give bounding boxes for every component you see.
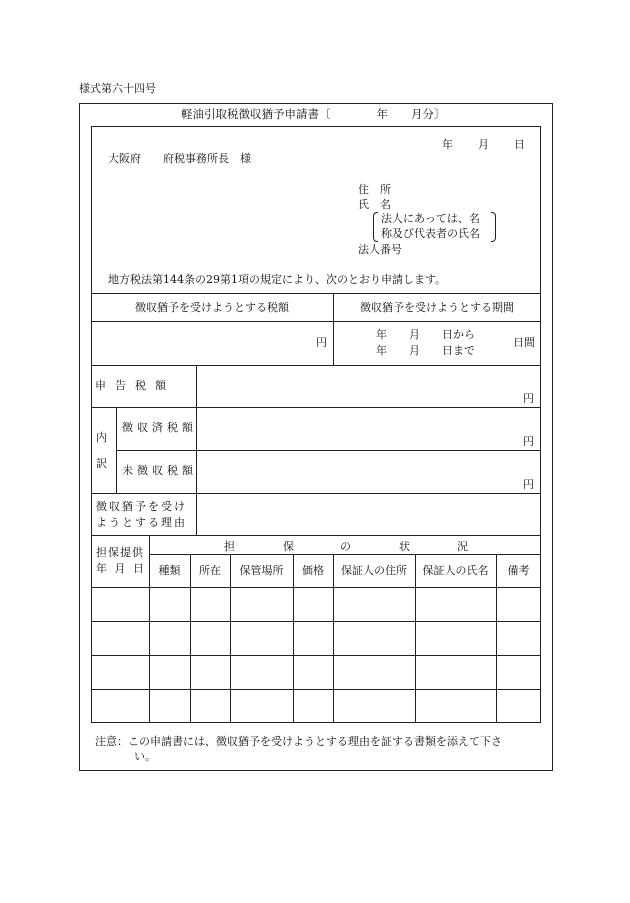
note-line2: い。: [134, 750, 156, 763]
column-type: 種類: [158, 564, 181, 577]
corp-note-line1: 法人にあっては、名: [381, 212, 480, 225]
breakdown-label-1: 内: [96, 431, 107, 444]
declared-tax-yen: 円: [523, 392, 534, 405]
period-to: 年 月 日まで: [376, 344, 475, 357]
collateral-status-char-3: の: [340, 540, 351, 553]
right-bracket: [491, 212, 496, 242]
header-deferral-period: 徴収猶予を受けようとする期間: [360, 301, 514, 314]
column-guarantor-address: 保証人の住所: [341, 564, 407, 577]
corp-number-label: 法人番号: [358, 243, 402, 256]
collateral-status-char-1: 担: [224, 540, 235, 553]
collateral-status-char-4: 状: [399, 540, 410, 553]
collateral-date-label-line1: 担保提供: [96, 546, 144, 559]
collateral-date-label-line2: 年 月 日: [96, 562, 146, 575]
period-days-unit: 日間: [513, 336, 535, 349]
corp-note-line2: 称及び代表者の氏名: [381, 227, 480, 240]
address-label: 住 所: [358, 183, 391, 196]
uncollected-tax-label: 未徴収税額: [122, 464, 197, 477]
header-deferral-amount: 徴収猶予を受けようとする税額: [135, 301, 289, 314]
form-number: 様式第六十四号: [79, 82, 156, 95]
breakdown-label-2: 訳: [96, 457, 107, 470]
column-price: 価格: [302, 564, 324, 577]
column-guarantor-name: 保証人の氏名: [422, 564, 489, 577]
collected-tax-yen: 円: [523, 435, 534, 448]
left-bracket: [373, 212, 378, 242]
column-location: 所在: [199, 564, 221, 577]
column-remarks: 備考: [507, 564, 530, 577]
period-from: 年 月 日から: [376, 328, 475, 341]
column-storage-place: 保管場所: [239, 564, 284, 577]
form-title: 軽油引取税徴収猶予申請書〔 年 月分〕: [181, 107, 446, 121]
reason-label-line2: ようとする理由: [96, 516, 187, 529]
amount-yen-unit: 円: [316, 336, 327, 349]
uncollected-tax-yen: 円: [523, 478, 534, 491]
name-label: 氏 名: [358, 198, 391, 211]
reason-label-line1: 徴収猶予を受け: [96, 500, 187, 513]
declared-tax-label: 申告税額: [95, 379, 175, 392]
addressee: 大阪府 府税事務所長 様: [108, 152, 251, 165]
collateral-status-char-2: 保: [283, 540, 294, 553]
collected-tax-label: 徴収済税額: [122, 421, 197, 434]
collateral-status-char-5: 況: [457, 540, 468, 553]
application-date: 年 月 日: [442, 138, 526, 151]
note-line1: 注意：この申請書には、徴収猶予を受けようとする理由を証する書類を添えて下さ: [95, 735, 502, 748]
statement: 地方税法第144条の29第1項の規定により、次のとおり申請します。: [108, 273, 447, 286]
